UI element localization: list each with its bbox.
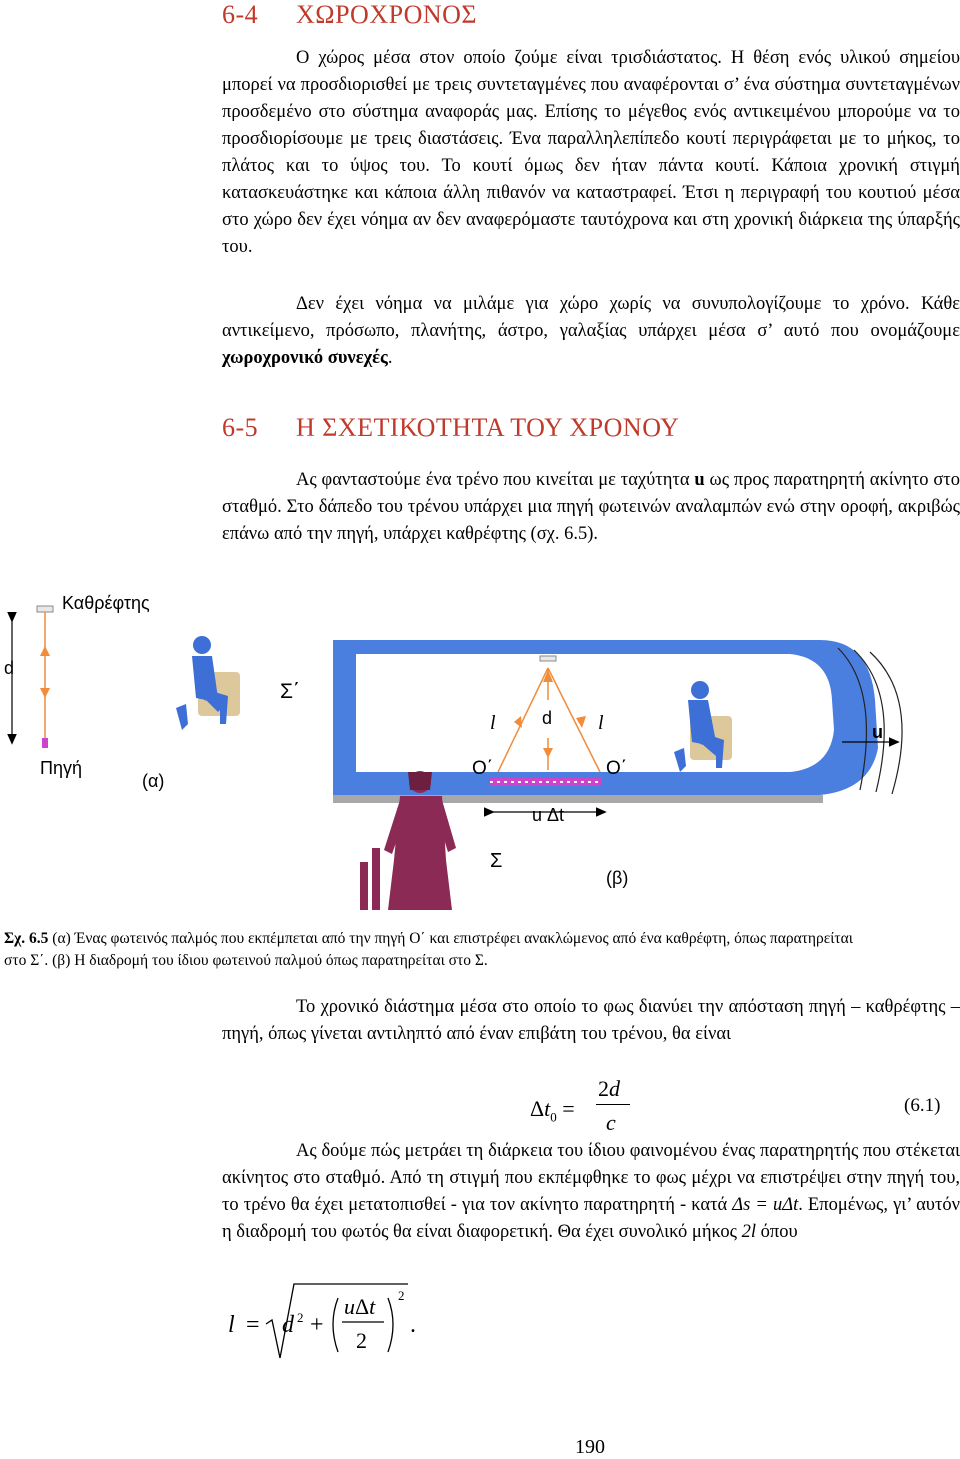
equation-6-1 xyxy=(530,1076,650,1142)
svg-text:2: 2 xyxy=(398,1288,405,1303)
section-title: Η ΣΧΕΤΙΚΟΤΗΤΑ ΤΟΥ ΧΡΟΝΟΥ xyxy=(296,413,680,442)
source-strip-icon xyxy=(490,778,602,786)
svg-text:=: = xyxy=(246,1312,260,1338)
page-number: 190 xyxy=(575,1436,605,1458)
inline-math-2: 2l xyxy=(741,1222,757,1242)
ray-down-arrow-icon xyxy=(40,688,50,698)
frame-sigma-label: Σ xyxy=(490,850,503,872)
svg-text:2: 2 xyxy=(356,1328,367,1353)
paragraph-text: Ας φανταστούμε ένα τρένο που κινείται με ταχύτητα xyxy=(296,470,695,490)
source-label: Πηγή xyxy=(40,758,83,778)
velocity-u-label: u xyxy=(872,722,883,742)
frame-sigma-prime-label: Σ΄ xyxy=(280,680,300,703)
inline-math: Δs = uΔt xyxy=(732,1195,799,1215)
bold-term: χωροχρονικό συνεχές xyxy=(222,348,388,368)
eq-fraction-bar xyxy=(596,1104,630,1105)
paragraph-text: Δεν έχει νόημα να μιλάμε για χώρο χωρίς να συνυπολογίζουμε το χρόνο. Κάθε αντικείμενο, πρόσωπο, πλανήτης, άστρο, γαλαξίας υπάρχει μέσα σ’ αυτό που ονομάζουμε xyxy=(222,294,960,341)
caption-label: Σχ. 6.5 xyxy=(4,930,49,947)
paragraph-text-mid: . Επομένως, γι’ αυτόν η διαδρομή του φωτός θα είναι διαφορετική. Θα έχει συνολικό μήκος xyxy=(222,1195,960,1242)
equation-l xyxy=(222,1280,442,1370)
section-number: 6-4 xyxy=(222,0,259,29)
part-b-label: (β) xyxy=(606,868,629,888)
svg-text:2: 2 xyxy=(297,1310,304,1325)
origin-left-label: O΄ xyxy=(472,758,494,779)
section-6-4-paragraph-2 xyxy=(222,291,960,372)
train-d-label: d xyxy=(542,708,553,728)
section-title: ΧΩΡΟΧΡΟΝΟΣ xyxy=(296,0,478,29)
distance-d-label: d xyxy=(4,658,15,678)
paragraph-text: Ας δούμε πώς μετράει τη διάρκεια του ίδιου φαινομένου ένας παρατηρητής που στέκεται ακίνητος στο σταθμό. Από τη στιγμή που εκπέμφθηκε το φως μέχρι να επιστρέψει στην πηγή του, το τρένο θα έχει μετατοπισθεί - για τον ακίνητο παρατηρητή - κατά xyxy=(222,1141,960,1215)
length-l-left-label: l xyxy=(490,712,496,734)
paragraph-end: όπου xyxy=(756,1222,798,1242)
eq-lhs: $\Delta t_0$ = xyxy=(530,1096,575,1125)
section-6-5-paragraph-1 xyxy=(222,467,960,548)
bold-velocity: u xyxy=(694,470,705,490)
part-a-label: (α) xyxy=(142,771,165,791)
svg-text:+: + xyxy=(310,1312,324,1338)
figure-caption xyxy=(4,928,874,972)
displacement-label: u Δt xyxy=(532,805,565,825)
seated-observer-a-icon xyxy=(176,636,240,730)
equation-number: (6.1) xyxy=(904,1095,941,1116)
mirror-label: Καθρέφτης xyxy=(62,593,150,613)
section-number: 6-5 xyxy=(222,413,259,442)
mirror-icon xyxy=(37,606,53,612)
origin-right-label: O΄ xyxy=(606,758,628,779)
paragraph-end: ως προς παρατηρητή ακίνητο στο σταθμό. Στο δάπεδο του τρένου υπάρχει μια πηγή φωτεινών αναλαμπών ενώ στην οροφή, ακριβώς επάνω από την πηγή, υπάρχει καθρέφτης (σχ. 6.5). xyxy=(222,470,960,544)
section-6-4-paragraph-1: Ο χώρος μέσα στον οποίο ζούμε είναι τρισδιάστατος. Η θέση ενός υλικού σημείου μπορεί να προσδιορισθεί με τρεις συντεταγμένες που αναφέρονται σ’ ένα σύστημα συντεταγμένων προσδεμένο στο σύστημα αναφοράς μας. Επίσης το μέγεθος ενός αντικειμένου μπορούμε να το προσδιορίσουμε με τρεις διαστάσεις. Ένα παραλληλεπίπεδο κουτί περιγράφεται με το μήκος, το πλάτος και το ύψος του. Το κουτί όμως δεν ήταν πάντα κουτί. Κάποια χρονική στιγμή κατασκευάστηκε και κάποια άλλη πιθανόν να καταστραφεί. Έτσι η περιγραφή του κουτιού μέσα στο χώρο δεν έχει νόημα αν δεν αναφερόμαστε ταυτόχρονα και στη χρονική διάρκεια της ύπαρξής του. xyxy=(222,48,960,257)
section-6-5-heading xyxy=(222,413,679,443)
paragraph-end: . xyxy=(387,348,393,368)
train-mirror-icon xyxy=(540,656,556,661)
text-after-paragraph-2 xyxy=(222,1138,960,1246)
svg-text:.: . xyxy=(410,1312,416,1338)
source-icon xyxy=(42,738,48,748)
svg-text:l: l xyxy=(228,1312,235,1338)
text-after-paragraph-1: Το χρονικό διάστημα μέσα στο οποίο το φως διανύει την απόσταση πηγή – καθρέφτης – πηγή, όπως γίνεται αντιληπτό από έναν επιβάτη του τρένου, θα είναι xyxy=(222,997,960,1044)
figure-6-5 xyxy=(0,590,960,920)
eq-numerator: 2d xyxy=(598,1076,620,1101)
length-l-right-label: l xyxy=(598,712,604,734)
caption-text: (α) Ένας φωτεινός παλμός που εκπέμπεται από την πηγή Ο΄ και επιστρέφει ανακλώμενος από ένα καθρέφτη, όπως παρατηρείται στο Σ΄. (β) Η διαδρομή του ίδιου φωτεινού παλμού όπως παρατηρείται στο Σ. xyxy=(4,930,853,969)
svg-text:uΔt: uΔt xyxy=(344,1294,376,1319)
eq-denominator: c xyxy=(606,1110,616,1135)
section-6-4-heading xyxy=(222,0,477,30)
svg-text:d: d xyxy=(282,1312,294,1338)
ray-up-arrow-icon xyxy=(40,646,50,656)
